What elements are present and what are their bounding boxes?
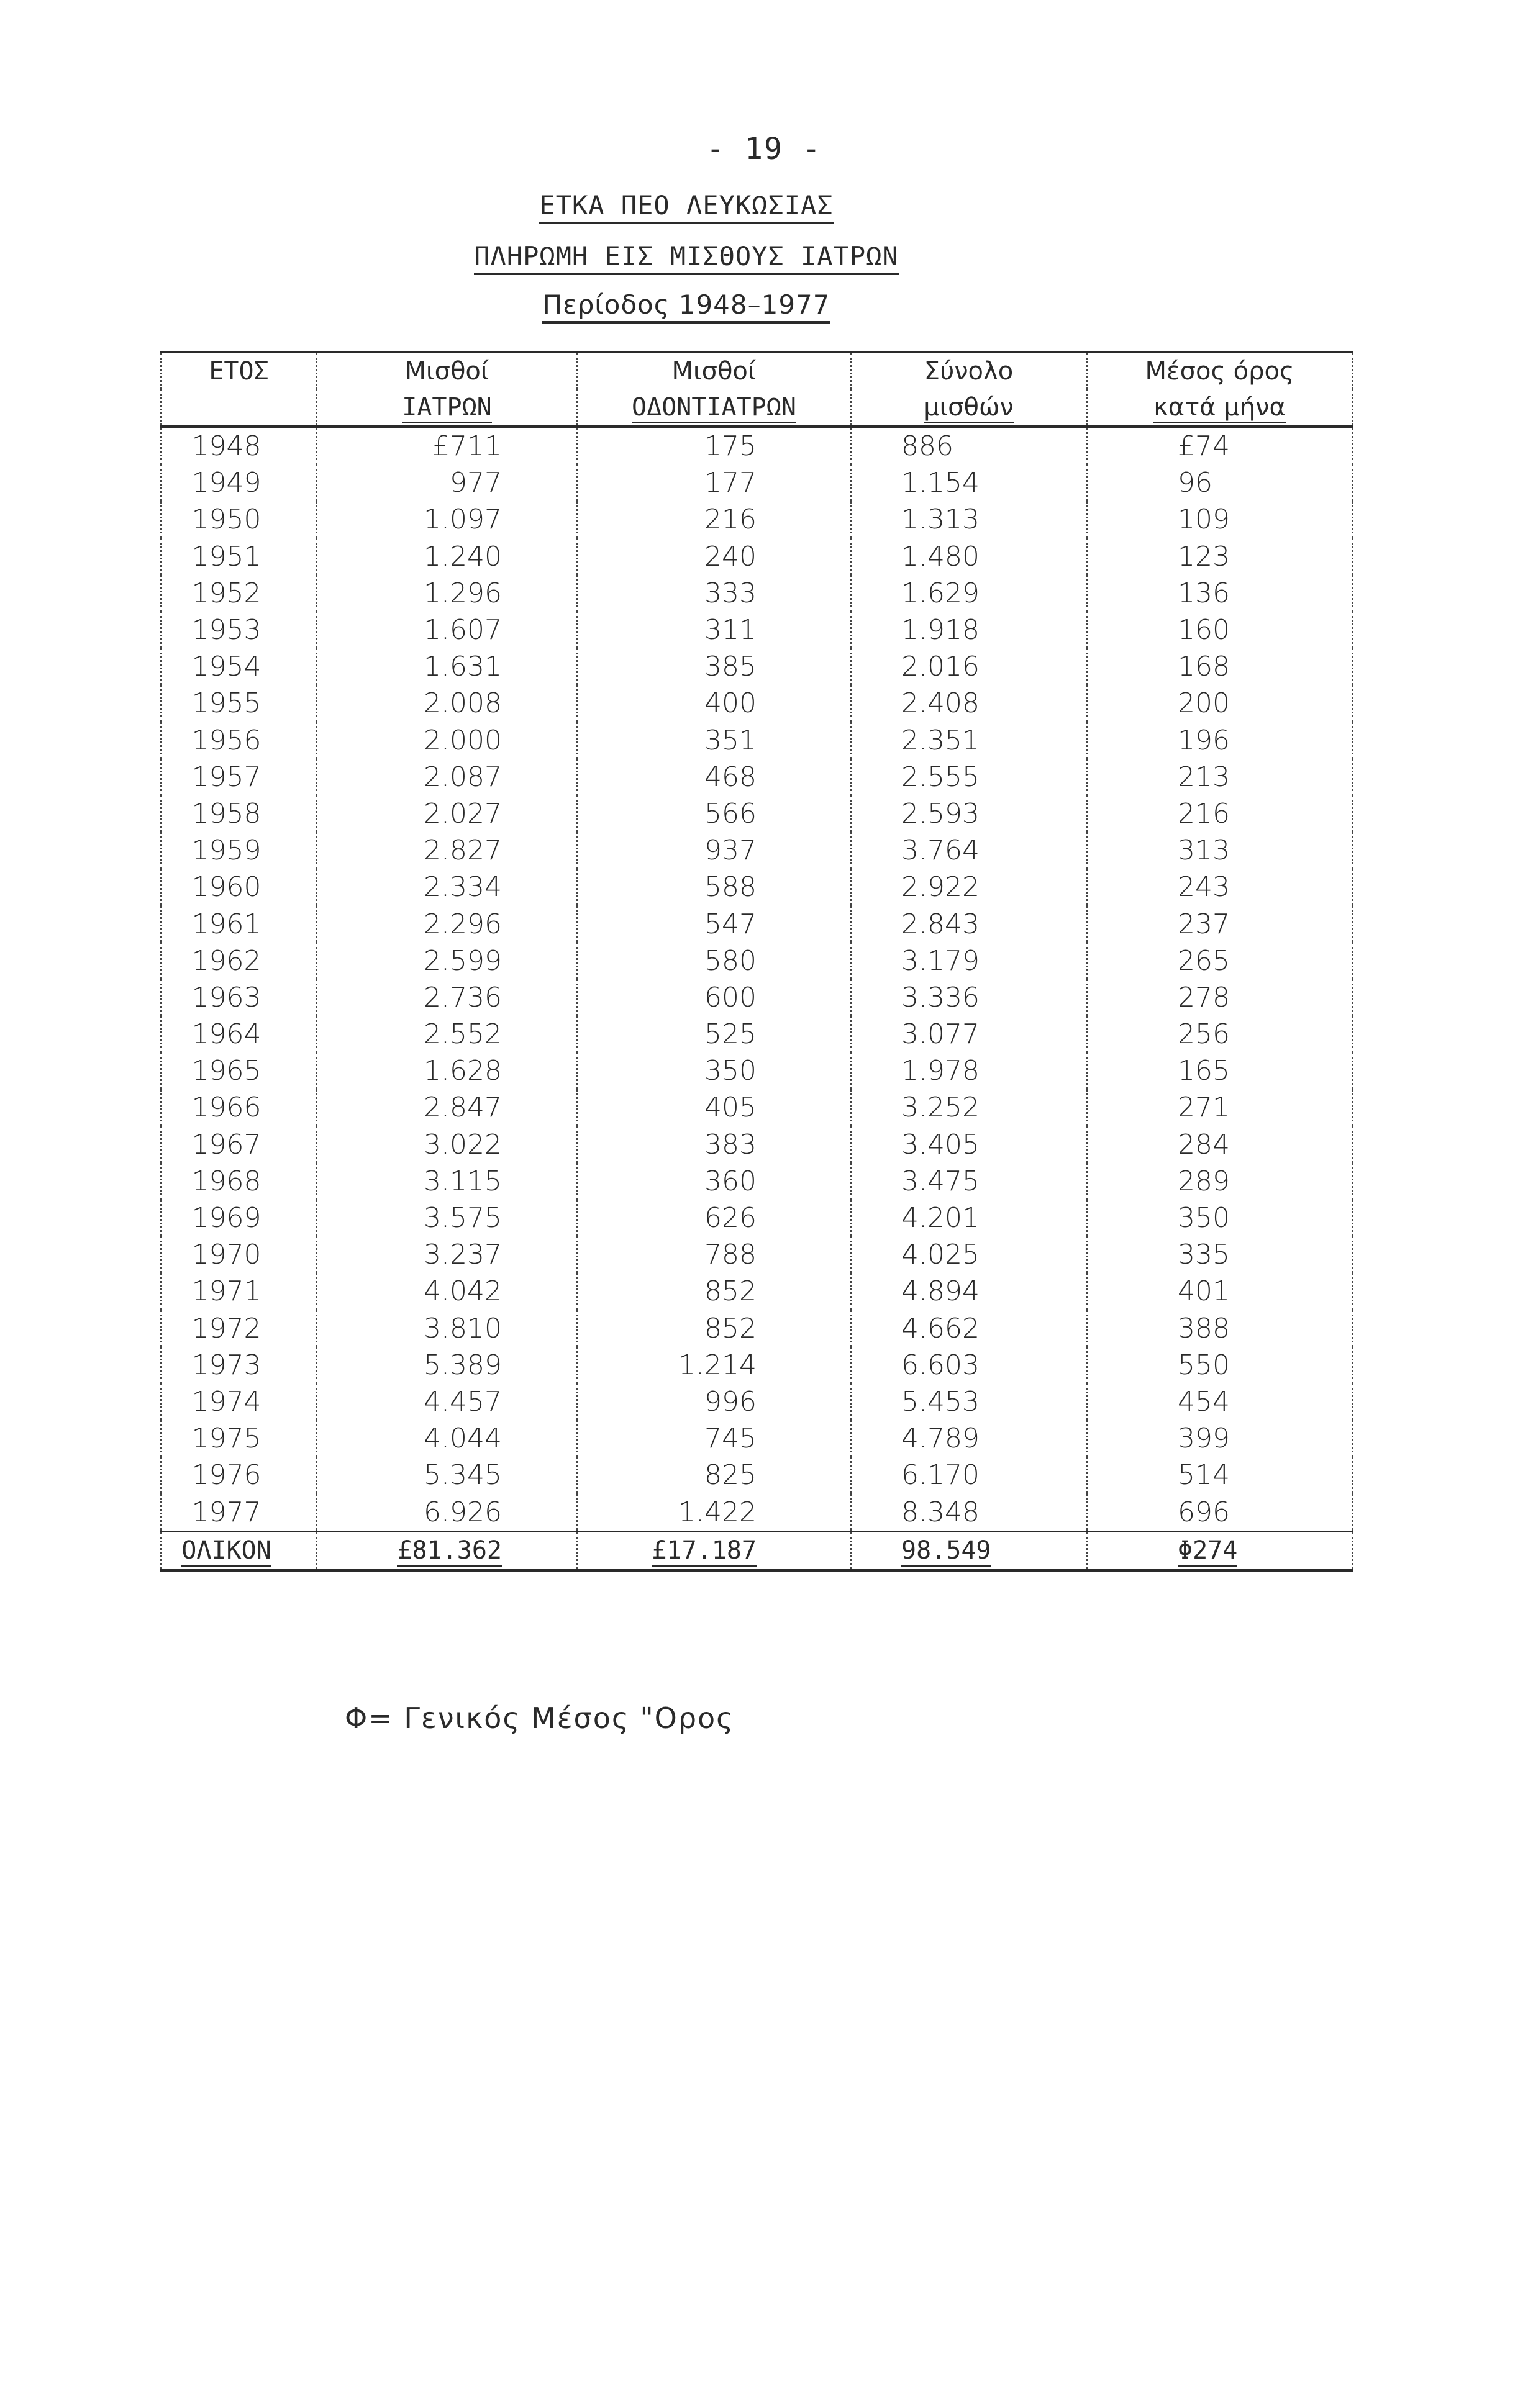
total-salary-cell: 3.764: [851, 832, 1087, 869]
monthly-average-cell: 388: [1087, 1310, 1353, 1347]
monthly-average-cell: 278: [1087, 979, 1353, 1016]
dentists-salary-cell: 996: [578, 1383, 851, 1420]
monthly-average-cell: 200: [1087, 685, 1353, 722]
year-cell: 1948: [161, 427, 317, 464]
table-row: [161, 501, 1353, 538]
totals-dentists-text: £17.187: [652, 1536, 757, 1567]
total-salary-cell: 6.170: [851, 1457, 1087, 1493]
table-body: [161, 427, 1353, 1531]
year-cell: 1964: [161, 1016, 317, 1052]
dentists-salary-cell: 240: [578, 538, 851, 575]
total-salary-cell: 3.405: [851, 1126, 1087, 1163]
total-salary-cell: 2.922: [851, 869, 1087, 905]
monthly-average-cell: 109: [1087, 501, 1353, 538]
doctors-salary-cell: 6.926: [317, 1493, 578, 1531]
doctors-salary-cell: 2.552: [317, 1016, 578, 1052]
dentists-salary-cell: 333: [578, 575, 851, 612]
doctors-salary-cell: 1.240: [317, 538, 578, 575]
doctors-salary-cell: 2.599: [317, 943, 578, 979]
monthly-average-cell: 284: [1087, 1126, 1353, 1163]
year-cell: 1952: [161, 575, 317, 612]
totals-avg: [1087, 1531, 1353, 1570]
dentists-salary-cell: 600: [578, 979, 851, 1016]
header-dentists-bottom-text: ΟΔΟΝΤΙΑΤΡΩΝ: [632, 393, 796, 423]
year-cell: 1972: [161, 1310, 317, 1347]
dentists-salary-cell: 1.214: [578, 1347, 851, 1383]
salary-table-container: [160, 351, 1352, 1572]
dentists-salary-cell: 852: [578, 1273, 851, 1310]
footnote: Φ= Γενικός Μέσος "Ορος: [345, 1701, 735, 1735]
year-cell: 1970: [161, 1236, 317, 1273]
doctors-salary-cell: 2.736: [317, 979, 578, 1016]
total-salary-cell: 4.894: [851, 1273, 1087, 1310]
doctors-salary-cell: 3.575: [317, 1200, 578, 1236]
total-salary-cell: 1.313: [851, 501, 1087, 538]
doctors-salary-cell: 3.810: [317, 1310, 578, 1347]
dentists-salary-cell: 383: [578, 1126, 851, 1163]
dentists-salary-cell: 626: [578, 1200, 851, 1236]
doctors-salary-cell: 4.457: [317, 1383, 578, 1420]
header-year-blank: [161, 389, 317, 427]
doctors-salary-cell: 1.628: [317, 1052, 578, 1089]
header-row-bottom: [161, 389, 1353, 427]
title-line-1-text: ΕΤΚΑ ΠΕΟ ΛΕΥΚΩΣΙΑΣ: [539, 190, 833, 224]
dentists-salary-cell: 580: [578, 943, 851, 979]
table-row: [161, 1016, 1353, 1052]
year-cell: 1955: [161, 685, 317, 722]
monthly-average-cell: 165: [1087, 1052, 1353, 1089]
monthly-average-cell: 216: [1087, 795, 1353, 832]
table-row: [161, 1493, 1353, 1531]
header-avg-top: Μέσος όρος: [1087, 352, 1353, 389]
table-row: [161, 795, 1353, 832]
totals-total: [851, 1531, 1087, 1570]
monthly-average-cell: 350: [1087, 1200, 1353, 1236]
total-salary-cell: 2.593: [851, 795, 1087, 832]
total-salary-cell: 4.201: [851, 1200, 1087, 1236]
header-dentists-bottom: [578, 389, 851, 427]
table-row: [161, 685, 1353, 722]
year-cell: 1969: [161, 1200, 317, 1236]
year-cell: 1963: [161, 979, 317, 1016]
totals-label-text: ΟΛΙΚΟΝ: [181, 1536, 271, 1567]
total-salary-cell: 1.978: [851, 1052, 1087, 1089]
title-line-2: [0, 241, 1373, 271]
year-cell: 1949: [161, 464, 317, 501]
monthly-average-cell: 399: [1087, 1420, 1353, 1457]
doctors-salary-cell: 2.296: [317, 905, 578, 942]
table-row: [161, 1052, 1353, 1089]
table-row: [161, 905, 1353, 942]
totals-row: [161, 1531, 1353, 1570]
doctors-salary-cell: 2.008: [317, 685, 578, 722]
table-row: [161, 427, 1353, 464]
header-row-top: [161, 352, 1353, 389]
dentists-salary-cell: 350: [578, 1052, 851, 1089]
doctors-salary-cell: 2.087: [317, 759, 578, 795]
header-year: ΕΤΟΣ: [161, 352, 317, 389]
header-avg-bottom-text: κατά μήνα: [1153, 393, 1286, 423]
year-cell: 1953: [161, 612, 317, 648]
doctors-salary-cell: 1.097: [317, 501, 578, 538]
totals-doctors-text: £81.362: [397, 1536, 502, 1567]
title-period: [0, 289, 1373, 320]
doctors-salary-cell: 5.345: [317, 1457, 578, 1493]
doctors-salary-cell: 3.022: [317, 1126, 578, 1163]
doctors-salary-cell: 4.042: [317, 1273, 578, 1310]
dentists-salary-cell: 1.422: [578, 1493, 851, 1531]
dentists-salary-cell: 216: [578, 501, 851, 538]
table-row: [161, 832, 1353, 869]
total-salary-cell: 1.154: [851, 464, 1087, 501]
monthly-average-cell: 335: [1087, 1236, 1353, 1273]
year-cell: 1973: [161, 1347, 317, 1383]
total-salary-cell: 2.351: [851, 722, 1087, 759]
header-doctors-bottom-text: ΙΑΤΡΩΝ: [402, 393, 492, 423]
header-total-top: Σύνολο: [851, 352, 1087, 389]
doctors-salary-cell: 2.027: [317, 795, 578, 832]
table-row: [161, 1310, 1353, 1347]
total-salary-cell: 2.555: [851, 759, 1087, 795]
table-row: [161, 1273, 1353, 1310]
year-cell: 1971: [161, 1273, 317, 1310]
year-cell: 1954: [161, 648, 317, 685]
dentists-salary-cell: 360: [578, 1163, 851, 1200]
year-cell: 1976: [161, 1457, 317, 1493]
total-salary-cell: 4.662: [851, 1310, 1087, 1347]
dentists-salary-cell: 385: [578, 648, 851, 685]
dentists-salary-cell: 745: [578, 1420, 851, 1457]
doctors-salary-cell: 2.000: [317, 722, 578, 759]
totals-avg-text: Φ274: [1178, 1536, 1237, 1567]
header-total-bottom: [851, 389, 1087, 427]
total-salary-cell: 4.789: [851, 1420, 1087, 1457]
doctors-salary-cell: 2.847: [317, 1089, 578, 1126]
table-row: [161, 1200, 1353, 1236]
doctors-salary-cell: 3.115: [317, 1163, 578, 1200]
year-cell: 1950: [161, 501, 317, 538]
doctors-salary-cell: 3.237: [317, 1236, 578, 1273]
total-salary-cell: 1.918: [851, 612, 1087, 648]
dentists-salary-cell: 175: [578, 427, 851, 464]
header-doctors-bottom: [317, 389, 578, 427]
total-salary-cell: 2.408: [851, 685, 1087, 722]
year-cell: 1958: [161, 795, 317, 832]
monthly-average-cell: 696: [1087, 1493, 1353, 1531]
doctors-salary-cell: 1.631: [317, 648, 578, 685]
monthly-average-cell: 256: [1087, 1016, 1353, 1052]
table-row: [161, 979, 1353, 1016]
total-salary-cell: 1.629: [851, 575, 1087, 612]
monthly-average-cell: 213: [1087, 759, 1353, 795]
doctors-salary-cell: 5.389: [317, 1347, 578, 1383]
total-salary-cell: 2.843: [851, 905, 1087, 942]
year-cell: 1967: [161, 1126, 317, 1163]
monthly-average-cell: £74: [1087, 427, 1353, 464]
doctors-salary-cell: 2.334: [317, 869, 578, 905]
dentists-salary-cell: 588: [578, 869, 851, 905]
total-salary-cell: 1.480: [851, 538, 1087, 575]
doctors-salary-cell: 1.296: [317, 575, 578, 612]
dentists-salary-cell: 788: [578, 1236, 851, 1273]
doctors-salary-cell: 2.827: [317, 832, 578, 869]
salary-table: [160, 351, 1353, 1572]
table-row: [161, 464, 1353, 501]
table-row: [161, 759, 1353, 795]
year-cell: 1961: [161, 905, 317, 942]
table-row: [161, 869, 1353, 905]
monthly-average-cell: 289: [1087, 1163, 1353, 1200]
monthly-average-cell: 313: [1087, 832, 1353, 869]
doctors-salary-cell: 1.607: [317, 612, 578, 648]
header-doctors-top: Μισθοί: [317, 352, 578, 389]
dentists-salary-cell: 825: [578, 1457, 851, 1493]
year-cell: 1960: [161, 869, 317, 905]
header-avg-bottom: [1087, 389, 1353, 427]
header-total-bottom-text: μισθών: [924, 393, 1014, 423]
year-cell: 1975: [161, 1420, 317, 1457]
monthly-average-cell: 401: [1087, 1273, 1353, 1310]
table-row: [161, 1089, 1353, 1126]
total-salary-cell: 3.252: [851, 1089, 1087, 1126]
year-cell: 1962: [161, 943, 317, 979]
table-footer: [161, 1531, 1353, 1570]
doctors-salary-cell: 977: [317, 464, 578, 501]
year-cell: 1965: [161, 1052, 317, 1089]
table-row: [161, 1420, 1353, 1457]
doctors-salary-cell: 4.044: [317, 1420, 578, 1457]
monthly-average-cell: 265: [1087, 943, 1353, 979]
title-period-text: Περίοδος 1948–1977: [542, 289, 830, 324]
total-salary-cell: 5.453: [851, 1383, 1087, 1420]
title-line-2-text: ΠΛΗΡΩΜΗ ΕΙΣ ΜΙΣΘΟΥΣ ΙΑΤΡΩΝ: [474, 241, 898, 275]
total-salary-cell: 886: [851, 427, 1087, 464]
monthly-average-cell: 454: [1087, 1383, 1353, 1420]
doctors-salary-cell: £711: [317, 427, 578, 464]
total-salary-cell: 3.179: [851, 943, 1087, 979]
year-cell: 1957: [161, 759, 317, 795]
totals-label: [161, 1531, 317, 1570]
table-row: [161, 612, 1353, 648]
monthly-average-cell: 160: [1087, 612, 1353, 648]
table-row: [161, 943, 1353, 979]
monthly-average-cell: 136: [1087, 575, 1353, 612]
year-cell: 1966: [161, 1089, 317, 1126]
table-row: [161, 1457, 1353, 1493]
table-row: [161, 1383, 1353, 1420]
dentists-salary-cell: 547: [578, 905, 851, 942]
table-row: [161, 1236, 1353, 1273]
dentists-salary-cell: 400: [578, 685, 851, 722]
dentists-salary-cell: 937: [578, 832, 851, 869]
dentists-salary-cell: 852: [578, 1310, 851, 1347]
total-salary-cell: 2.016: [851, 648, 1087, 685]
table-row: [161, 1126, 1353, 1163]
year-cell: 1956: [161, 722, 317, 759]
monthly-average-cell: 96: [1087, 464, 1353, 501]
dentists-salary-cell: 311: [578, 612, 851, 648]
monthly-average-cell: 237: [1087, 905, 1353, 942]
monthly-average-cell: 123: [1087, 538, 1353, 575]
year-cell: 1951: [161, 538, 317, 575]
dentists-salary-cell: 468: [578, 759, 851, 795]
total-salary-cell: 4.025: [851, 1236, 1087, 1273]
monthly-average-cell: 243: [1087, 869, 1353, 905]
totals-total-text: 98.549: [901, 1536, 991, 1567]
dentists-salary-cell: 566: [578, 795, 851, 832]
year-cell: 1974: [161, 1383, 317, 1420]
year-cell: 1968: [161, 1163, 317, 1200]
table-row: [161, 648, 1353, 685]
total-salary-cell: 3.077: [851, 1016, 1087, 1052]
table-row: [161, 1347, 1353, 1383]
table-row: [161, 1163, 1353, 1200]
page-number: - 19 -: [706, 132, 822, 166]
monthly-average-cell: 514: [1087, 1457, 1353, 1493]
monthly-average-cell: 550: [1087, 1347, 1353, 1383]
year-cell: 1959: [161, 832, 317, 869]
total-salary-cell: 8.348: [851, 1493, 1087, 1531]
totals-doctors: [317, 1531, 578, 1570]
totals-dentists: [578, 1531, 851, 1570]
dentists-salary-cell: 405: [578, 1089, 851, 1126]
dentists-salary-cell: 525: [578, 1016, 851, 1052]
total-salary-cell: 3.336: [851, 979, 1087, 1016]
monthly-average-cell: 168: [1087, 648, 1353, 685]
dentists-salary-cell: 351: [578, 722, 851, 759]
table-row: [161, 722, 1353, 759]
monthly-average-cell: 271: [1087, 1089, 1353, 1126]
total-salary-cell: 3.475: [851, 1163, 1087, 1200]
dentists-salary-cell: 177: [578, 464, 851, 501]
table-row: [161, 575, 1353, 612]
year-cell: 1977: [161, 1493, 317, 1531]
table-row: [161, 538, 1353, 575]
title-line-1: [0, 190, 1373, 220]
monthly-average-cell: 196: [1087, 722, 1353, 759]
total-salary-cell: 6.603: [851, 1347, 1087, 1383]
header-dentists-top: Μισθοί: [578, 352, 851, 389]
table-header: [161, 352, 1353, 427]
